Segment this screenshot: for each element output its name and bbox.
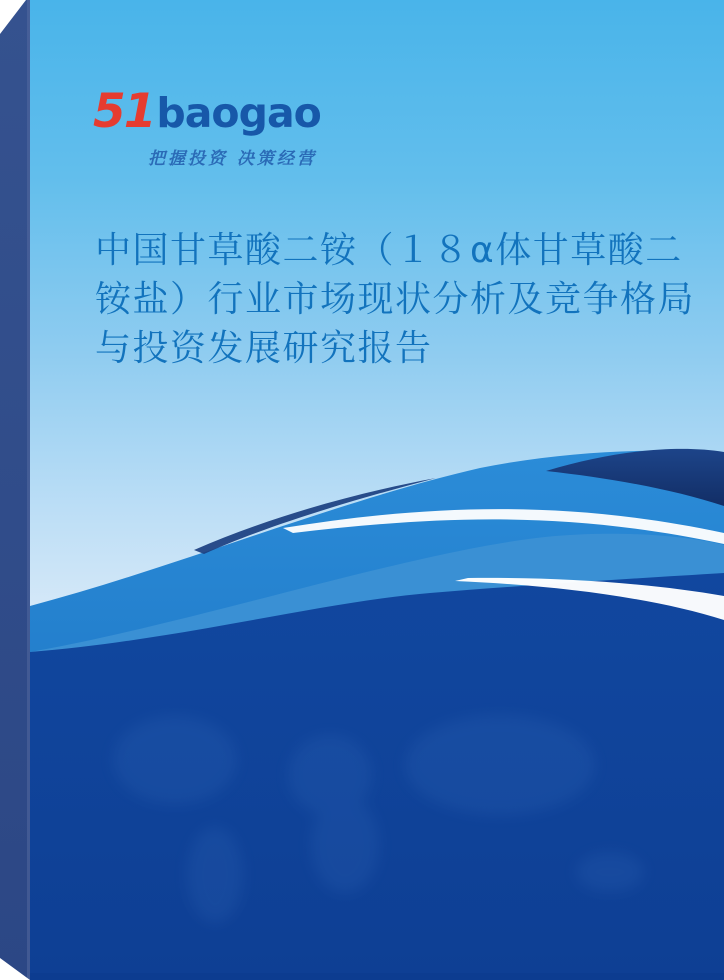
brand-logo xyxy=(93,84,321,139)
brand-logo-number: 51 xyxy=(93,84,155,139)
report-title-line-1: 中国甘草酸二铵（１８α体甘草酸二 xyxy=(95,230,683,271)
left-side-strip-edge xyxy=(27,0,30,980)
report-title xyxy=(95,226,696,373)
brand-tagline: 把握投资 决策经营 xyxy=(148,149,317,169)
report-title-line-3: 与投资发展研究报告 xyxy=(95,328,433,369)
report-title-line-2: 铵盐）行业市场现状分析及竞争格局 xyxy=(95,279,696,320)
left-side-strip xyxy=(0,0,30,980)
bottom-edge-shade xyxy=(30,973,724,980)
brand-logo-word: baogao xyxy=(156,89,321,137)
